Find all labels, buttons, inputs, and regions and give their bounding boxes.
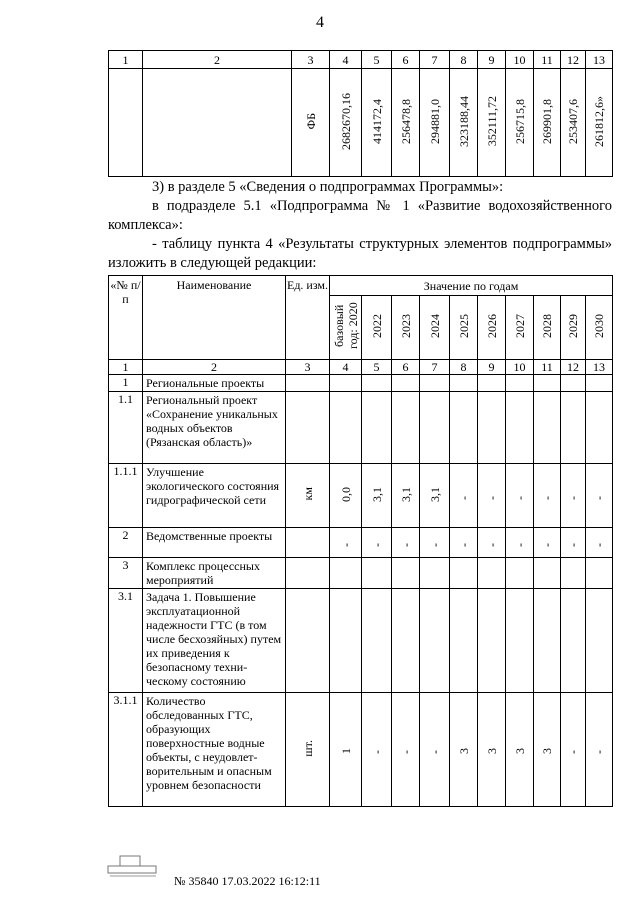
funding-value — [534, 69, 561, 177]
row-value — [586, 464, 613, 528]
row-value — [450, 589, 478, 693]
top-col-number: 7 — [420, 51, 450, 69]
year-header — [330, 296, 362, 360]
row-value — [392, 589, 420, 693]
top-col-number: 13 — [586, 51, 613, 69]
funding-value — [506, 69, 534, 177]
row-name: Количество обследованных ГТС, образующих поверхностные водные объекты, с неудовлет-ворительным и опасным уровнем безопасности — [143, 693, 286, 807]
year-header-text: 2030 — [592, 314, 607, 338]
row-value — [478, 392, 506, 464]
row-value-text: - — [592, 542, 607, 547]
row-number: 2 — [109, 528, 143, 558]
row-value — [362, 558, 392, 589]
row-value — [420, 392, 450, 464]
year-header-text: 2029 — [566, 314, 580, 338]
row-name: Задача 1. Повышение эксплуатационной надежности ГТС (в том числе бесхозяйных) путем их приведения к безопасному техни-ческому состоянию — [143, 589, 286, 693]
row-value-text: - — [540, 495, 554, 500]
funding-value — [420, 69, 450, 177]
header-values-by-year: Значение по годам — [330, 276, 613, 296]
row-value — [561, 375, 586, 392]
row-value — [362, 589, 392, 693]
row-value-text: - — [566, 749, 580, 754]
paragraph-table-cont: изложить в следующей редакции: — [108, 255, 317, 271]
col-number: 10 — [506, 360, 534, 375]
row-value-text: - — [456, 495, 471, 500]
results-table — [108, 275, 613, 807]
row-value — [362, 375, 392, 392]
row-value — [506, 375, 534, 392]
row-value — [534, 392, 561, 464]
col-number: 7 — [420, 360, 450, 375]
col-number: 4 — [330, 360, 362, 375]
funding-value-text: 323188,44 — [456, 95, 471, 147]
row-value — [561, 558, 586, 589]
row-name: Ведомственные проекты — [143, 528, 286, 558]
col-number: 2 — [143, 360, 286, 375]
year-header-text: базовый год: 2020 — [331, 302, 360, 350]
row-value-text: - — [456, 542, 471, 547]
row-value — [586, 693, 613, 807]
row-name: Комплекс процессных мероприятий — [143, 558, 286, 589]
funding-value — [362, 69, 392, 177]
funding-table — [108, 50, 613, 177]
row-value — [534, 528, 561, 558]
row-value — [534, 464, 561, 528]
year-header — [506, 296, 534, 360]
row-unit-text: км — [300, 487, 315, 501]
year-header — [450, 296, 478, 360]
paragraph-item-3: 3) в разделе 5 «Сведения о подпрограммах Программы»: — [152, 179, 504, 195]
row-value-text: - — [427, 542, 442, 547]
row-value-text: - — [369, 749, 384, 754]
row-value-text: - — [566, 542, 580, 547]
row-value — [534, 558, 561, 589]
row-value-text: - — [427, 749, 442, 754]
header-number: «№ п/п — [109, 276, 143, 360]
row-number: 3 — [109, 558, 143, 589]
header-name: Наименование — [143, 276, 286, 360]
row-value-text: - — [484, 495, 499, 500]
row-value-text: - — [369, 542, 384, 547]
row-value-text: - — [566, 495, 580, 500]
table-row — [109, 528, 613, 558]
year-header — [362, 296, 392, 360]
top-col-number: 11 — [534, 51, 561, 69]
year-header — [392, 296, 420, 360]
funding-value-text: 253407,6 — [566, 98, 580, 144]
row-value-text: 3 — [540, 747, 554, 754]
year-header — [534, 296, 561, 360]
top-col-number: 5 — [362, 51, 392, 69]
row-value-text: - — [512, 542, 527, 547]
registration-stamp — [106, 854, 160, 880]
row-value — [420, 464, 450, 528]
row-value — [392, 528, 420, 558]
row-value — [420, 589, 450, 693]
row-value — [478, 375, 506, 392]
row-value — [420, 693, 450, 807]
row-value — [586, 558, 613, 589]
row-value-text: 3,1 — [369, 486, 384, 502]
row-value — [330, 375, 362, 392]
row-unit — [286, 558, 330, 589]
top-col-number: 6 — [392, 51, 420, 69]
row-number: 3.1.1 — [109, 693, 143, 807]
row-value — [450, 375, 478, 392]
row-value — [561, 464, 586, 528]
row-value — [534, 693, 561, 807]
funding-value — [561, 69, 586, 177]
top-col-number: 9 — [478, 51, 506, 69]
row-value — [392, 375, 420, 392]
top-col-number: 2 — [143, 51, 292, 69]
row-value — [586, 392, 613, 464]
row-value-text: 0,0 — [338, 486, 353, 502]
row-value — [450, 392, 478, 464]
funding-value — [586, 69, 613, 177]
funding-value-text: 269901,8 — [540, 98, 554, 144]
table-row — [109, 693, 613, 807]
row-value — [392, 464, 420, 528]
row-value-text: - — [484, 542, 499, 547]
row-value-text: 3 — [484, 747, 499, 754]
row-value — [478, 464, 506, 528]
top-empty-cell — [109, 69, 143, 177]
table-row — [109, 392, 613, 464]
row-value-text: - — [338, 542, 353, 547]
row-value — [330, 528, 362, 558]
row-value — [561, 392, 586, 464]
row-value — [561, 693, 586, 807]
row-value-text: - — [592, 749, 607, 754]
funding-source — [292, 69, 330, 177]
top-empty-cell — [143, 69, 292, 177]
row-value — [478, 558, 506, 589]
row-unit — [286, 589, 330, 693]
top-col-number: 10 — [506, 51, 534, 69]
col-number: 11 — [534, 360, 561, 375]
row-name: Улучшение экологического состояния гидрографической сети — [143, 464, 286, 528]
row-number: 1.1 — [109, 392, 143, 464]
row-value — [506, 464, 534, 528]
col-number: 6 — [392, 360, 420, 375]
row-unit — [286, 392, 330, 464]
row-value — [362, 464, 392, 528]
top-col-number: 12 — [561, 51, 586, 69]
row-value — [506, 558, 534, 589]
row-number: 1 — [109, 375, 143, 392]
row-value — [534, 589, 561, 693]
year-header-text: 2026 — [484, 314, 499, 338]
year-header-text: 2027 — [512, 314, 527, 338]
funding-value-text: 256715,8 — [512, 98, 527, 144]
year-header — [478, 296, 506, 360]
row-value — [330, 392, 362, 464]
col-number: 1 — [109, 360, 143, 375]
row-value — [478, 693, 506, 807]
row-name: Региональный проект «Сохранение уникальных водных объектов (Рязанская область)» — [143, 392, 286, 464]
funding-value — [450, 69, 478, 177]
row-value — [330, 589, 362, 693]
col-number: 8 — [450, 360, 478, 375]
year-header-text: 2024 — [427, 314, 442, 338]
row-value — [450, 528, 478, 558]
row-value — [450, 693, 478, 807]
col-number: 9 — [478, 360, 506, 375]
header-unit: Ед. изм. — [286, 276, 330, 360]
funding-value-text: 414172,4 — [369, 98, 384, 144]
table-row — [109, 589, 613, 693]
funding-value — [478, 69, 506, 177]
year-header-text: 2023 — [398, 314, 413, 338]
year-header — [420, 296, 450, 360]
col-number: 3 — [286, 360, 330, 375]
row-value-text: - — [398, 542, 413, 547]
row-number: 1.1.1 — [109, 464, 143, 528]
top-col-number: 3 — [292, 51, 330, 69]
row-value — [561, 589, 586, 693]
row-value — [362, 693, 392, 807]
row-value — [478, 589, 506, 693]
row-value — [420, 558, 450, 589]
row-value — [586, 375, 613, 392]
top-col-number: 8 — [450, 51, 478, 69]
row-value-text: - — [512, 495, 527, 500]
col-number: 13 — [586, 360, 613, 375]
document-footer: № 35840 17.03.2022 16:12:11 — [174, 874, 321, 888]
funding-value — [392, 69, 420, 177]
row-value — [450, 558, 478, 589]
page-number: 4 — [316, 14, 324, 31]
row-value — [330, 693, 362, 807]
row-value — [392, 558, 420, 589]
row-name: Региональные проекты — [143, 375, 286, 392]
row-unit-text: шт. — [300, 739, 315, 757]
funding-value-text: 261812,6» — [592, 95, 606, 147]
row-value — [330, 464, 362, 528]
funding-source-text: ФБ — [303, 112, 318, 130]
row-value-text: 3,1 — [427, 486, 442, 502]
paragraph-subsection-line: в подразделе 5.1 «Подпрограмма № 1 «Развитие водохозяйственного — [152, 198, 612, 214]
row-value — [506, 693, 534, 807]
year-header-text: 2025 — [456, 314, 471, 338]
row-value-text: - — [398, 749, 413, 754]
row-value — [420, 375, 450, 392]
year-header — [561, 296, 586, 360]
row-value-text: 1 — [338, 747, 353, 754]
row-value — [362, 528, 392, 558]
col-number: 12 — [561, 360, 586, 375]
row-value — [586, 528, 613, 558]
row-value-text: - — [592, 495, 607, 500]
row-value — [330, 558, 362, 589]
row-value-text: 3 — [456, 747, 471, 754]
funding-value — [330, 69, 362, 177]
row-value — [450, 464, 478, 528]
funding-value-text: 352111,72 — [484, 95, 499, 147]
row-unit — [286, 464, 330, 528]
row-value — [392, 392, 420, 464]
row-unit — [286, 375, 330, 392]
table-row — [109, 464, 613, 528]
funding-value-text: 256478,8 — [398, 98, 413, 144]
row-value-text: 3,1 — [398, 486, 413, 502]
row-value-text: - — [540, 542, 554, 547]
row-value — [586, 589, 613, 693]
row-value — [478, 528, 506, 558]
top-col-number: 4 — [330, 51, 362, 69]
row-value — [392, 693, 420, 807]
row-value — [362, 392, 392, 464]
funding-value-text: 294881,0 — [427, 98, 442, 144]
year-header-text: 2022 — [369, 314, 384, 338]
funding-value-text: 2682670,16 — [338, 92, 353, 150]
table-row — [109, 558, 613, 589]
row-value — [534, 375, 561, 392]
year-header-text: 2028 — [540, 314, 554, 338]
row-number: 3.1 — [109, 589, 143, 693]
row-unit — [286, 528, 330, 558]
table-row — [109, 375, 613, 392]
paragraph-subsection-cont: комплекса»: — [108, 217, 183, 233]
year-header — [586, 296, 613, 360]
row-value-text: 3 — [512, 747, 527, 754]
row-unit — [286, 693, 330, 807]
col-number: 5 — [362, 360, 392, 375]
row-value — [506, 589, 534, 693]
top-col-number: 1 — [109, 51, 143, 69]
paragraph-table-line: - таблицу пункта 4 «Результаты структурных элементов подпрограммы» — [152, 236, 612, 252]
row-value — [506, 528, 534, 558]
row-value — [420, 528, 450, 558]
row-value — [506, 392, 534, 464]
row-value — [561, 528, 586, 558]
